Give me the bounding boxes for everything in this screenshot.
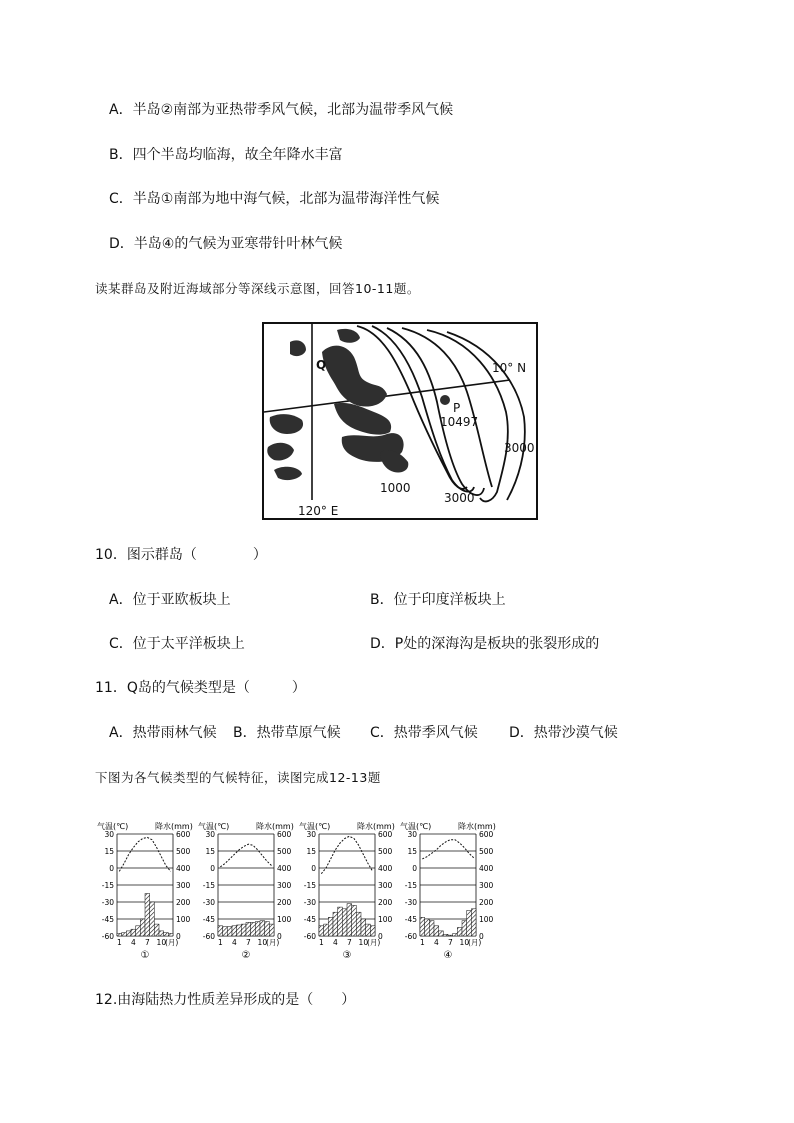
precip-bar: [237, 925, 242, 936]
precip-bar: [342, 909, 347, 936]
precip-tick-label: 300: [479, 881, 494, 890]
precip-tick-label: 100: [176, 915, 191, 924]
month-tick-label: 10: [257, 938, 268, 947]
month-tick-label: 1: [116, 938, 122, 947]
climate-chart-3: [299, 821, 395, 961]
label-p: P: [453, 401, 461, 415]
climate-chart-1: [97, 821, 193, 961]
month-tick-label: 10: [358, 938, 369, 947]
precip-tick-label: 500: [277, 847, 292, 856]
precip-tick-label: 500: [176, 847, 191, 856]
chart-number-label: ④: [443, 950, 453, 961]
trench-point-p: [440, 395, 450, 405]
precip-bar: [145, 894, 150, 937]
label-contour-3000-b: 3000: [444, 491, 475, 505]
month-tick-label: 7: [144, 938, 150, 947]
month-tick-label: 1: [217, 938, 223, 947]
temp-tick-label: -60: [202, 932, 215, 941]
temp-curve: [220, 844, 271, 867]
precip-axis-label: 降水(mm): [256, 822, 294, 831]
month-tick-label: 7: [447, 938, 453, 947]
precip-bar: [361, 919, 366, 936]
precip-tick-label: 100: [479, 915, 494, 924]
precip-tick-label: 100: [378, 915, 393, 924]
precip-bar: [241, 924, 246, 936]
precip-bar: [457, 928, 462, 937]
temp-axis-label: 气温(℃): [97, 822, 129, 831]
precip-bar: [122, 933, 127, 936]
chart-number-label: ③: [342, 950, 352, 961]
precip-bar: [462, 921, 467, 936]
precip-tick-label: 600: [378, 830, 393, 839]
precip-bar: [227, 927, 232, 936]
q11-option-a: A．热带雨林气候: [109, 725, 217, 741]
temp-tick-label: -60: [404, 932, 417, 941]
precip-tick-label: 600: [479, 830, 494, 839]
temp-tick-label: -45: [404, 915, 417, 924]
temp-curve: [422, 840, 473, 859]
temp-curve: [119, 837, 170, 871]
precip-tick-label: 500: [378, 847, 393, 856]
temp-tick-label: -45: [101, 915, 114, 924]
precip-bar: [443, 934, 448, 936]
precip-tick-label: 600: [176, 830, 191, 839]
temp-tick-label: 0: [311, 864, 316, 873]
month-tick-label: 10: [156, 938, 167, 947]
temp-tick-label: 30: [306, 830, 316, 839]
precip-bar: [136, 926, 141, 936]
precip-bar: [126, 931, 131, 936]
precip-bar: [338, 907, 343, 936]
precip-bar: [347, 904, 352, 936]
precip-bar: [117, 933, 122, 936]
precip-tick-label: 600: [277, 830, 292, 839]
temp-tick-label: 15: [306, 847, 316, 856]
temp-tick-label: -15: [101, 881, 114, 890]
precip-bar: [333, 912, 338, 936]
label-depth-10497: 10497: [440, 415, 479, 429]
temp-tick-label: 30: [407, 830, 417, 839]
month-tick-label: 1: [318, 938, 324, 947]
month-tick-label: 4: [130, 938, 136, 947]
temp-tick-label: -30: [202, 898, 215, 907]
temp-tick-label: -15: [303, 881, 316, 890]
q9-option-b: B．四个半岛均临海，故全年降水丰富: [109, 147, 343, 163]
precip-bar: [223, 927, 228, 936]
precip-bar: [429, 921, 434, 936]
precip-bar: [366, 924, 371, 936]
precip-bar: [131, 929, 136, 936]
precip-tick-label: 500: [479, 847, 494, 856]
precip-tick-label: 0: [479, 932, 484, 941]
precip-bar: [370, 926, 375, 936]
q11-option-d: D．热带沙漠气候: [509, 725, 618, 741]
precip-bar: [251, 922, 256, 936]
precip-bar: [467, 911, 472, 937]
temp-tick-label: -60: [101, 932, 114, 941]
precip-axis-label: 降水(mm): [357, 822, 395, 831]
precip-tick-label: 400: [479, 864, 494, 873]
temp-tick-label: -30: [303, 898, 316, 907]
precip-tick-label: 0: [378, 932, 383, 941]
month-unit-label: (月): [468, 938, 482, 947]
precip-tick-label: 300: [277, 881, 292, 890]
q10-option-a: A．位于亚欧板块上: [109, 592, 231, 608]
climate-chart-2: [198, 821, 294, 961]
q9-option-d: D．半岛④的气候为亚寒带针叶林气候: [109, 236, 343, 252]
q11-stem: 11．Q岛的气候类型是（ ）: [95, 680, 306, 696]
label-contour-3000-a: 3000: [504, 441, 535, 455]
temp-tick-label: -45: [202, 915, 215, 924]
precip-axis-label: 降水(mm): [155, 822, 193, 831]
month-tick-label: 4: [433, 938, 439, 947]
temp-tick-label: -60: [303, 932, 316, 941]
month-tick-label: 7: [346, 938, 352, 947]
temp-tick-label: 30: [205, 830, 215, 839]
precip-bar: [356, 912, 361, 936]
month-unit-label: (月): [266, 938, 280, 947]
precip-tick-label: 400: [176, 864, 191, 873]
q11-option-c: C．热带季风气候: [370, 725, 478, 741]
month-unit-label: (月): [367, 938, 381, 947]
precip-tick-label: 200: [277, 898, 292, 907]
precip-tick-label: 100: [277, 915, 292, 924]
q10-option-c: C．位于太平洋板块上: [109, 636, 245, 652]
precip-bar: [453, 933, 458, 936]
q9-option-a: A．半岛②南部为亚热带季风气候，北部为温带季风气候: [109, 102, 454, 118]
temp-tick-label: -45: [303, 915, 316, 924]
temp-tick-label: 0: [109, 864, 114, 873]
precip-bar: [471, 909, 476, 936]
q10-option-d: D．P处的深海沟是板块的张裂形成的: [370, 636, 600, 652]
climate-chart-4: [400, 821, 496, 961]
precip-bar: [324, 924, 329, 936]
precip-bar: [154, 924, 159, 936]
temp-tick-label: 0: [210, 864, 215, 873]
precip-bar: [260, 921, 265, 936]
precip-bar: [439, 931, 444, 936]
temp-tick-label: -30: [101, 898, 114, 907]
month-unit-label: (月): [165, 938, 179, 947]
precip-bar: [434, 926, 439, 936]
precip-bar: [246, 922, 251, 936]
precip-bar: [319, 926, 324, 936]
temp-tick-label: 15: [407, 847, 417, 856]
precip-bar: [420, 917, 425, 936]
temp-tick-label: 30: [104, 830, 114, 839]
precip-bar: [150, 902, 155, 936]
temp-tick-label: 0: [412, 864, 417, 873]
precip-bar: [448, 935, 453, 936]
precip-bar: [255, 922, 260, 936]
precip-bar: [265, 922, 270, 936]
precip-bar: [168, 933, 173, 936]
label-lat-10n: 10° N: [492, 361, 527, 375]
precip-bar: [328, 917, 333, 936]
month-tick-label: 4: [332, 938, 338, 947]
temp-tick-label: -15: [202, 881, 215, 890]
temp-tick-label: 15: [205, 847, 215, 856]
bathymetry-map: [262, 322, 538, 520]
precip-tick-label: 0: [277, 932, 282, 941]
precip-bar: [352, 905, 357, 936]
precip-bar: [269, 924, 274, 936]
precip-tick-label: 200: [176, 898, 191, 907]
chart-number-label: ①: [140, 950, 150, 961]
precip-axis-label: 降水(mm): [458, 822, 496, 831]
temp-axis-label: 气温(℃): [299, 822, 331, 831]
temp-axis-label: 气温(℃): [198, 822, 230, 831]
temp-axis-label: 气温(℃): [400, 822, 432, 831]
label-lon-120e: 120° E: [298, 504, 339, 518]
chart-number-label: ②: [241, 950, 251, 961]
month-tick-label: 4: [231, 938, 237, 947]
precip-tick-label: 0: [176, 932, 181, 941]
precip-bar: [232, 926, 237, 936]
q12-stem: 12.由海陆热力性质差异形成的是（ ）: [95, 992, 356, 1008]
intro-12-13: 下图为各气候类型的气候特征，读图完成12-13题: [95, 770, 381, 785]
month-tick-label: 7: [245, 938, 251, 947]
temp-tick-label: 15: [104, 847, 114, 856]
q10-option-b: B．位于印度洋板块上: [370, 592, 506, 608]
precip-tick-label: 400: [277, 864, 292, 873]
precip-bar: [425, 919, 430, 936]
precip-tick-label: 200: [378, 898, 393, 907]
label-q: Q: [316, 358, 327, 372]
month-tick-label: 1: [419, 938, 425, 947]
precip-bar: [164, 933, 169, 936]
precip-tick-label: 300: [176, 881, 191, 890]
label-contour-1000: 1000: [380, 481, 411, 495]
precip-tick-label: 300: [378, 881, 393, 890]
intro-10-11: 读某群岛及附近海域部分等深线示意图，回答10-11题。: [95, 281, 420, 296]
precip-bar: [218, 926, 223, 936]
temp-tick-label: -15: [404, 881, 417, 890]
precip-tick-label: 400: [378, 864, 393, 873]
precip-tick-label: 200: [479, 898, 494, 907]
q11-option-b: B．热带草原气候: [233, 725, 341, 741]
temp-tick-label: -30: [404, 898, 417, 907]
month-tick-label: 10: [459, 938, 470, 947]
q9-option-c: C．半岛①南部为地中海气候，北部为温带海洋性气候: [109, 191, 440, 207]
precip-bar: [140, 919, 145, 936]
precip-bar: [159, 931, 164, 936]
q10-stem: 10．图示群岛（ ）: [95, 547, 267, 563]
climate-charts: [95, 818, 505, 963]
